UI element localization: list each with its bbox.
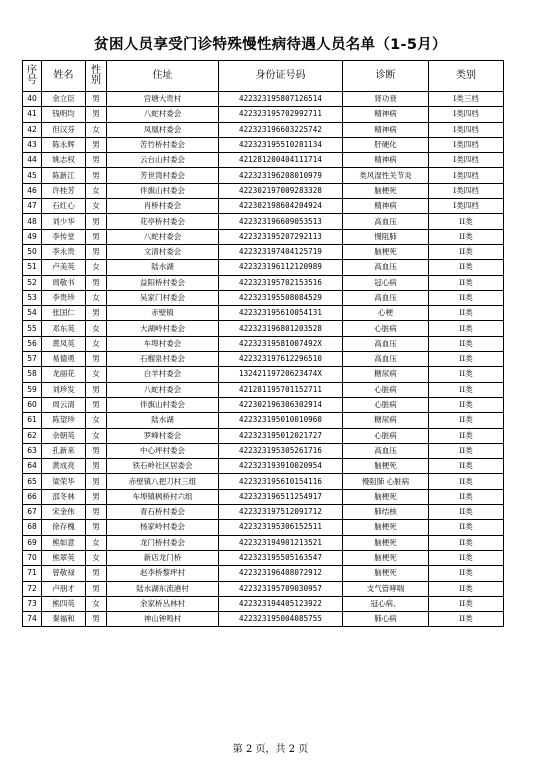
cell-sex: 女 <box>86 290 107 305</box>
cell-id-number: 422323196603225742 <box>219 122 343 137</box>
cell-address: 神山钟鸣村 <box>107 612 219 627</box>
table-row <box>23 474 504 489</box>
cell-category: I类四档 <box>429 199 504 214</box>
cell-id-number: 421281195701152711 <box>219 382 343 397</box>
cell-seq: 57 <box>23 352 42 367</box>
cell-diagnosis: 糖尿病 <box>343 413 429 428</box>
cell-name: 姚志权 <box>42 153 86 168</box>
cell-category: II类 <box>429 489 504 504</box>
cell-sex: 男 <box>86 474 107 489</box>
table-row <box>23 275 504 290</box>
cell-address: 杨家岭村委会 <box>107 520 219 535</box>
table-row <box>23 153 504 168</box>
cell-seq: 65 <box>23 474 42 489</box>
cell-address: 新店龙门桥 <box>107 550 219 565</box>
cell-id-number: 422323196408072912 <box>219 566 343 581</box>
cell-id-number: 422323195702992711 <box>219 107 343 122</box>
cell-id-number: 422323195702153516 <box>219 275 343 290</box>
cell-sex: 女 <box>86 535 107 550</box>
cell-address: 铁石岭社区居委会 <box>107 459 219 474</box>
table-row <box>23 137 504 152</box>
table-row <box>23 122 504 137</box>
cell-sex: 男 <box>86 153 107 168</box>
page-footer: 第 2 页，共 2 页 <box>232 744 309 755</box>
cell-diagnosis: 冠心病、 <box>343 596 429 611</box>
cell-id-number: 42232319581007492X <box>219 336 343 351</box>
cell-sex: 男 <box>86 459 107 474</box>
cell-address: 罗峰村委会 <box>107 428 219 443</box>
cell-category: II类 <box>429 505 504 520</box>
cell-seq: 52 <box>23 275 42 290</box>
cell-category: II类 <box>429 306 504 321</box>
cell-diagnosis: 精神病 <box>343 199 429 214</box>
cell-address: 苦竹桥村委会 <box>107 137 219 152</box>
table-row <box>23 229 504 244</box>
cell-category: I类四档 <box>429 153 504 168</box>
table-row <box>23 489 504 504</box>
cell-id-number: 422323194901213521 <box>219 535 343 550</box>
cell-name: 石红心 <box>42 199 86 214</box>
cell-id-number: 422323195510281134 <box>219 137 343 152</box>
cell-seq: 66 <box>23 489 42 504</box>
header-row <box>23 61 504 92</box>
table-row <box>23 352 504 367</box>
cell-address: 陆水湖 <box>107 413 219 428</box>
cell-category: II类 <box>429 535 504 550</box>
cell-category: II类 <box>429 229 504 244</box>
cell-diagnosis: 脑梗死 <box>343 459 429 474</box>
cell-seq: 41 <box>23 107 42 122</box>
cell-seq: 71 <box>23 566 42 581</box>
cell-id-number: 422323195305261716 <box>219 443 343 458</box>
cell-seq: 72 <box>23 581 42 596</box>
cell-address: 余家桥丛林村 <box>107 596 219 611</box>
cell-name: 黄成亮 <box>42 459 86 474</box>
cell-address: 云台山村委会 <box>107 153 219 168</box>
table-row <box>23 199 504 214</box>
cell-diagnosis: 心脏病 <box>343 428 429 443</box>
cell-seq: 49 <box>23 229 42 244</box>
cell-name: 李贵珍 <box>42 290 86 305</box>
header-diagnosis: 诊断 <box>343 61 429 92</box>
cell-name: 陈永辉 <box>42 137 86 152</box>
cell-category: II类 <box>429 244 504 259</box>
table-row <box>23 290 504 305</box>
cell-sex: 女 <box>86 596 107 611</box>
table-row <box>23 566 504 581</box>
cell-category: II类 <box>429 275 504 290</box>
cell-seq: 73 <box>23 596 42 611</box>
cell-seq: 56 <box>23 336 42 351</box>
cell-sex: 男 <box>86 505 107 520</box>
table-row <box>23 413 504 428</box>
cell-diagnosis: 脑梗死 <box>343 535 429 550</box>
header-id-number: 身份证号码 <box>219 61 343 92</box>
cell-seq: 74 <box>23 612 42 627</box>
cell-category: II类 <box>429 612 504 627</box>
cell-id-number: 13242119720623474X <box>219 367 343 382</box>
cell-sex: 男 <box>86 214 107 229</box>
cell-diagnosis: 高血压 <box>343 290 429 305</box>
cell-address: 肖桥村委会 <box>107 199 219 214</box>
cell-diagnosis: 慢阻肺 心脏病 <box>343 474 429 489</box>
cell-name: 陈新江 <box>42 168 86 183</box>
table-row <box>23 183 504 198</box>
cell-diagnosis: 脑梗死 <box>343 244 429 259</box>
cell-category: I类四档 <box>429 183 504 198</box>
cell-seq: 61 <box>23 413 42 428</box>
header-name: 姓名 <box>42 61 86 92</box>
cell-name: 卢美英 <box>42 260 86 275</box>
cell-diagnosis: 糖尿病 <box>343 367 429 382</box>
cell-name: 熊如意 <box>42 535 86 550</box>
cell-category: I类四档 <box>429 168 504 183</box>
cell-address: 白羊村委会 <box>107 367 219 382</box>
cell-address: 车埠村委会 <box>107 336 219 351</box>
cell-sex: 男 <box>86 137 107 152</box>
cell-address: 石榴泉村委会 <box>107 352 219 367</box>
cell-sex: 男 <box>86 489 107 504</box>
cell-diagnosis: 肺心病 <box>343 612 429 627</box>
cell-diagnosis: 精神病 <box>343 153 429 168</box>
cell-id-number: 422323195306152511 <box>219 520 343 535</box>
cell-diagnosis: 心脏病 <box>343 382 429 397</box>
cell-diagnosis: 心梗 <box>343 306 429 321</box>
table-row <box>23 550 504 565</box>
cell-id-number: 422323196112120989 <box>219 260 343 275</box>
cell-category: II类 <box>429 397 504 412</box>
cell-category: I类四档 <box>429 137 504 152</box>
table-header <box>23 61 504 92</box>
cell-diagnosis: 脑梗死 <box>343 520 429 535</box>
cell-address: 青石桥村委会 <box>107 505 219 520</box>
cell-diagnosis: 脑梗死 <box>343 566 429 581</box>
cell-category: II类 <box>429 581 504 596</box>
cell-name: 龙丽花 <box>42 367 86 382</box>
cell-address: 芳世湾村委会 <box>107 168 219 183</box>
cell-seq: 45 <box>23 168 42 183</box>
cell-address: 八蛇村委会 <box>107 229 219 244</box>
cell-name: 宋金伟 <box>42 505 86 520</box>
cell-seq: 67 <box>23 505 42 520</box>
cell-sex: 男 <box>86 107 107 122</box>
cell-sex: 女 <box>86 199 107 214</box>
cell-sex: 女 <box>86 336 107 351</box>
cell-seq: 40 <box>23 92 42 107</box>
cell-address: 龙门桥村委会 <box>107 535 219 550</box>
cell-name: 周敬书 <box>42 275 86 290</box>
cell-diagnosis: 精神病 <box>343 107 429 122</box>
cell-category: II类 <box>429 214 504 229</box>
cell-diagnosis: 脑梗死 <box>343 183 429 198</box>
cell-name: 邓东英 <box>42 321 86 336</box>
table-row <box>23 168 504 183</box>
cell-diagnosis: 心脏病 <box>343 321 429 336</box>
cell-category: II类 <box>429 290 504 305</box>
cell-category: I类四档 <box>429 107 504 122</box>
cell-sex: 男 <box>86 244 107 259</box>
cell-seq: 54 <box>23 306 42 321</box>
cell-diagnosis: 肾功衰 <box>343 92 429 107</box>
cell-sex: 男 <box>86 520 107 535</box>
cell-category: II类 <box>429 550 504 565</box>
cell-seq: 43 <box>23 137 42 152</box>
cell-sex: 男 <box>86 581 107 596</box>
cell-diagnosis: 高血压 <box>343 214 429 229</box>
table-row <box>23 321 504 336</box>
cell-category: II类 <box>429 474 504 489</box>
cell-id-number: 422323195709030957 <box>219 581 343 596</box>
cell-seq: 69 <box>23 535 42 550</box>
cell-sex: 男 <box>86 566 107 581</box>
cell-sex: 男 <box>86 443 107 458</box>
header-sex: 性 别 <box>86 61 107 92</box>
cell-category: II类 <box>429 443 504 458</box>
cell-name: 梁荣华 <box>42 474 86 489</box>
page-title: 贫困人员享受门诊特殊慢性病待遇人员名单（1-5月） <box>94 37 447 53</box>
cell-address: 八蛇村委会 <box>107 382 219 397</box>
cell-seq: 63 <box>23 443 42 458</box>
table-row <box>23 336 504 351</box>
cell-address: 伴旗山村委会 <box>107 397 219 412</box>
cell-sex: 女 <box>86 413 107 428</box>
cell-name: 刘少华 <box>42 214 86 229</box>
cell-name: 陈望珍 <box>42 413 86 428</box>
cell-sex: 女 <box>86 550 107 565</box>
cell-category: II类 <box>429 367 504 382</box>
cell-diagnosis: 心脏病 <box>343 397 429 412</box>
cell-name: 曾敬禄 <box>42 566 86 581</box>
cell-id-number: 422323196609053513 <box>219 214 343 229</box>
cell-id-number: 422302197009283328 <box>219 183 343 198</box>
cell-name: 李传堂 <box>42 229 86 244</box>
cell-sex: 男 <box>86 168 107 183</box>
table-row <box>23 107 504 122</box>
cell-seq: 70 <box>23 550 42 565</box>
table-row <box>23 612 504 627</box>
table-row <box>23 459 504 474</box>
cell-name: 余立臣 <box>42 92 86 107</box>
cell-sex: 女 <box>86 183 107 198</box>
table-row <box>23 520 504 535</box>
cell-id-number: 422323195505163547 <box>219 550 343 565</box>
cell-name: 李永贵 <box>42 244 86 259</box>
cell-id-number: 422323195610054131 <box>219 306 343 321</box>
table-row <box>23 596 504 611</box>
table-row <box>23 535 504 550</box>
cell-category: I类三档 <box>429 92 504 107</box>
table-row <box>23 428 504 443</box>
cell-category: II类 <box>429 382 504 397</box>
cell-id-number: 422323195012021727 <box>219 428 343 443</box>
cell-category: II类 <box>429 520 504 535</box>
cell-sex: 男 <box>86 382 107 397</box>
cell-id-number: 422323193910020954 <box>219 459 343 474</box>
cell-id-number: 421281200404111714 <box>219 153 343 168</box>
cell-seq: 60 <box>23 397 42 412</box>
cell-sex: 女 <box>86 260 107 275</box>
cell-diagnosis: 慢阻肺 <box>343 229 429 244</box>
cell-category: II类 <box>429 260 504 275</box>
cell-id-number: 422323195207292113 <box>219 229 343 244</box>
cell-sex: 女 <box>86 367 107 382</box>
cell-diagnosis: 脑梗死 <box>343 489 429 504</box>
cell-seq: 50 <box>23 244 42 259</box>
cell-diagnosis: 肺结核 <box>343 505 429 520</box>
cell-sex: 男 <box>86 229 107 244</box>
cell-id-number: 422323195508084529 <box>219 290 343 305</box>
cell-seq: 46 <box>23 183 42 198</box>
cell-name: 邵冬林 <box>42 489 86 504</box>
header-seq: 序 号 <box>23 61 42 92</box>
cell-id-number: 422302198604204924 <box>219 199 343 214</box>
cell-address: 赵李桥黎坪村 <box>107 566 219 581</box>
cell-diagnosis: 冠心病 <box>343 275 429 290</box>
cell-address: 大湖岭村委会 <box>107 321 219 336</box>
cell-seq: 44 <box>23 153 42 168</box>
cell-name: 熊翠英 <box>42 550 86 565</box>
table-row <box>23 260 504 275</box>
cell-id-number: 422323197404125719 <box>219 244 343 259</box>
patient-roster-table <box>22 60 504 627</box>
cell-seq: 51 <box>23 260 42 275</box>
cell-name: 熊四英 <box>42 596 86 611</box>
cell-address: 吴家门村委会 <box>107 290 219 305</box>
cell-diagnosis: 类风湿性关节炎 <box>343 168 429 183</box>
cell-category: II类 <box>429 459 504 474</box>
cell-category: II类 <box>429 566 504 581</box>
cell-seq: 42 <box>23 122 42 137</box>
cell-id-number: 422323195004085755 <box>219 612 343 627</box>
cell-name: 易德勇 <box>42 352 86 367</box>
cell-diagnosis: 脑梗死 <box>343 550 429 565</box>
cell-id-number: 422323195807126514 <box>219 92 343 107</box>
cell-seq: 53 <box>23 290 42 305</box>
table-row <box>23 92 504 107</box>
cell-category: II类 <box>429 352 504 367</box>
cell-sex: 女 <box>86 428 107 443</box>
cell-seq: 47 <box>23 199 42 214</box>
cell-name: 许桂芳 <box>42 183 86 198</box>
cell-address: 益阳桥村委会 <box>107 275 219 290</box>
cell-address: 凤凰村委会 <box>107 122 219 137</box>
cell-name: 周云清 <box>42 397 86 412</box>
cell-sex: 男 <box>86 306 107 321</box>
cell-id-number: 422323196208010979 <box>219 168 343 183</box>
cell-name: 余朝英 <box>42 428 86 443</box>
cell-id-number: 422323194405123922 <box>219 596 343 611</box>
table-row <box>23 581 504 596</box>
cell-category: II类 <box>429 596 504 611</box>
cell-seq: 68 <box>23 520 42 535</box>
cell-id-number: 422323196801203528 <box>219 321 343 336</box>
cell-diagnosis: 高血压 <box>343 352 429 367</box>
cell-seq: 48 <box>23 214 42 229</box>
cell-address: 伴旗山村委会 <box>107 183 219 198</box>
cell-name: 卢朋才 <box>42 581 86 596</box>
cell-address: 车埠镇枫桥村六组 <box>107 489 219 504</box>
cell-name: 但汉芬 <box>42 122 86 137</box>
cell-category: II类 <box>429 336 504 351</box>
cell-id-number: 422323196511254917 <box>219 489 343 504</box>
cell-name: 秦福和 <box>42 612 86 627</box>
cell-category: II类 <box>429 428 504 443</box>
cell-id-number: 422302196306302914 <box>219 397 343 412</box>
cell-seq: 59 <box>23 382 42 397</box>
cell-address: 陆水湖 <box>107 260 219 275</box>
header-category: 类别 <box>429 61 504 92</box>
cell-diagnosis: 高血压 <box>343 443 429 458</box>
cell-name: 孔新来 <box>42 443 86 458</box>
table-row <box>23 244 504 259</box>
cell-id-number: 422323195010010960 <box>219 413 343 428</box>
cell-name: 徐存槐 <box>42 520 86 535</box>
cell-address: 赤壁镇八把刀村三组 <box>107 474 219 489</box>
table-row <box>23 397 504 412</box>
table-body <box>23 92 504 627</box>
cell-address: 赤壁镇 <box>107 306 219 321</box>
cell-sex: 男 <box>86 612 107 627</box>
cell-category: I类四档 <box>429 122 504 137</box>
cell-seq: 55 <box>23 321 42 336</box>
cell-id-number: 422323197512091712 <box>219 505 343 520</box>
table-row <box>23 306 504 321</box>
table-row <box>23 382 504 397</box>
cell-sex: 男 <box>86 275 107 290</box>
cell-category: II类 <box>429 413 504 428</box>
table-row <box>23 367 504 382</box>
cell-diagnosis: 高血压 <box>343 260 429 275</box>
cell-diagnosis: 高血压 <box>343 336 429 351</box>
cell-name: 黄凤英 <box>42 336 86 351</box>
cell-sex: 女 <box>86 122 107 137</box>
cell-address: 文清村委会 <box>107 244 219 259</box>
cell-seq: 62 <box>23 428 42 443</box>
cell-address: 花亭桥村委会 <box>107 214 219 229</box>
table-row <box>23 443 504 458</box>
cell-sex: 男 <box>86 397 107 412</box>
cell-sex: 男 <box>86 352 107 367</box>
cell-seq: 64 <box>23 459 42 474</box>
cell-name: 刘珍发 <box>42 382 86 397</box>
cell-address: 中心坪村委会 <box>107 443 219 458</box>
cell-address: 陆水湖东流港村 <box>107 581 219 596</box>
cell-diagnosis: 支气管哮喘 <box>343 581 429 596</box>
cell-name: 钱明均 <box>42 107 86 122</box>
table-row <box>23 214 504 229</box>
cell-sex: 女 <box>86 321 107 336</box>
cell-id-number: 422323197612296510 <box>219 352 343 367</box>
header-address: 住址 <box>107 61 219 92</box>
cell-category: II类 <box>429 321 504 336</box>
cell-seq: 58 <box>23 367 42 382</box>
cell-name: 张国仁 <box>42 306 86 321</box>
cell-address: 宫塘大贵村 <box>107 92 219 107</box>
cell-sex: 男 <box>86 92 107 107</box>
cell-id-number: 422323195610154116 <box>219 474 343 489</box>
cell-diagnosis: 肝硬化 <box>343 137 429 152</box>
cell-address: 八蛇村委会 <box>107 107 219 122</box>
table-row <box>23 505 504 520</box>
cell-diagnosis: 精神病 <box>343 122 429 137</box>
